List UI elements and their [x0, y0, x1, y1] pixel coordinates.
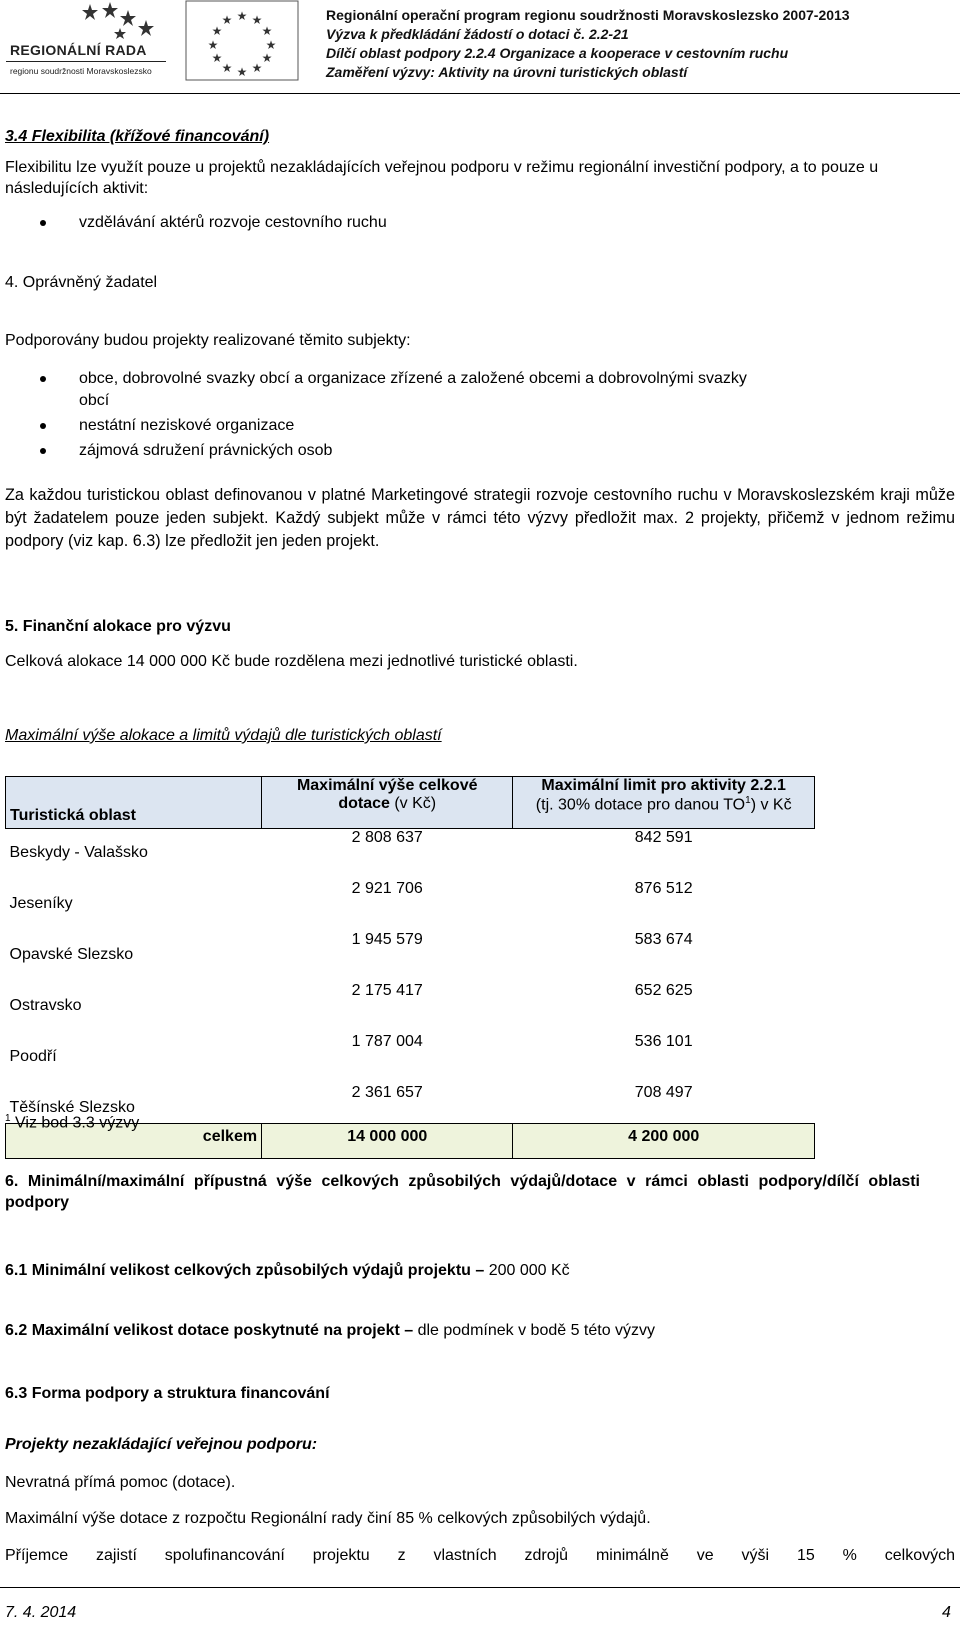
section-6-3-heading: 6.3 Forma podpory a struktura financování: [5, 1385, 330, 1402]
eu-stars-icon: [185, 0, 300, 82]
table-footnote: $^1$ Viz bod 3.3 výzvy: [5, 1113, 140, 1132]
header-line-4: Zaměření výzvy: Aktivity na úrovni turistických oblastí: [326, 64, 688, 80]
table-caption: Maximální výše alokace a limitů výdajů dle turistických oblastí: [5, 727, 442, 744]
table-header-row: [6, 777, 815, 829]
section-5-paragraph: Celková alokace 14 000 000 Kč bude rozdělena mezi jednotlivé turistické oblasti.: [5, 653, 578, 670]
logo-stars-icon: [0, 0, 170, 40]
svg-text:★: ★: [261, 51, 273, 65]
svg-text:★: ★: [207, 38, 219, 52]
table-row: Opavské Slezsko 1 945 579 583 674: [9, 931, 693, 963]
table-total-row: celkem 14 000 000 4 200 000: [6, 1124, 815, 1159]
page-header: [0, 0, 960, 92]
page-number: 4: [942, 1604, 951, 1621]
table-row: Poodří 1 787 004 536 101: [9, 1033, 693, 1065]
paragraph-cofinancing: Příjemce zajistí spolufinancování projektu z vlastních zdrojů minimálně ve výši 15 % celkových: [5, 1547, 955, 1564]
regional-council-logo: [0, 0, 170, 82]
logo-rule: [6, 61, 166, 62]
bullet-icon: [40, 220, 46, 226]
table-row: Beskydy - Valašsko 2 808 637 842 591: [9, 829, 693, 861]
footer-date: 7. 4. 2014: [5, 1604, 77, 1621]
svg-text:★: ★: [236, 65, 248, 79]
paragraph-max-grant: Maximální výše dotace z rozpočtu Regionální rady činí 85 % celkových způsobilých výdajů.: [5, 1510, 651, 1527]
bullet-icon: [40, 423, 46, 429]
bullet-icon: [40, 448, 46, 454]
column-header-region: Turistická oblast: [6, 777, 262, 829]
table-row: Ostravsko 2 175 417 652 625: [9, 982, 693, 1014]
svg-text:★: ★: [211, 51, 223, 65]
allocation-table: [5, 776, 815, 1159]
svg-text:★: ★: [265, 38, 277, 52]
header-line-2: Výzva k předkládání žádostí o dotaci č. 2.2-21: [326, 26, 629, 42]
logo-subtitle: regionu soudržnosti Moravskoslezsko: [10, 66, 152, 76]
paragraph-grant: Nevratná přímá pomoc (dotace).: [5, 1474, 236, 1491]
svg-text:★: ★: [261, 24, 273, 38]
section-6-1: 6.1 Minimální velikost celkových způsobilých výdajů projektu – 200 000 Kč: [5, 1262, 570, 1279]
section-3-4-heading: 3.4 Flexibilita (křížové financování): [5, 128, 270, 145]
eu-flag-logo: [185, 0, 300, 82]
svg-text:★: ★: [251, 61, 263, 75]
svg-text:★: ★: [221, 13, 233, 27]
section-6-2: 6.2 Maximální velikost dotace poskytnuté na projekt – dle podmínek v bodě 5 této výzvy: [5, 1322, 656, 1339]
footer-divider: [0, 1587, 960, 1588]
column-header-limit: Maximální limit pro aktivity 2.2.1 (tj. 30% dotace pro danou $TO^1$) v Kč: [513, 777, 815, 829]
logo-title: REGIONÁLNÍ RADA: [10, 42, 147, 58]
svg-text:★: ★: [251, 13, 263, 27]
section-4-heading: 4. Oprávněný žadatel: [5, 274, 158, 291]
table-row: Jeseníky 2 921 706 876 512: [9, 880, 693, 912]
svg-text:★: ★: [211, 24, 223, 38]
section-5-heading: 5. Finanční alokace pro výzvu: [5, 618, 231, 635]
table-row: Těšínské Slezsko 2 361 657 708 497: [9, 1084, 693, 1116]
svg-text:★: ★: [236, 9, 248, 23]
svg-text:★: ★: [221, 61, 233, 75]
subheading-no-state-aid: Projekty nezakládající veřejnou podporu:: [5, 1436, 318, 1453]
section-6-heading: 6. Minimální/maximální přípustná výše celkových způsobilých výdajů/dotace v rámci oblasti podpory/dílčí oblasti podpory: [5, 1173, 920, 1211]
header-text: [326, 6, 850, 82]
header-line-3: Dílčí oblast podpory 2.2.4 Organizace a kooperace v cestovním ruchu: [326, 45, 789, 61]
section-3-4-paragraph: Flexibilitu lze využít pouze u projektů nezakládajících veřejnou podporu v režimu regionální investiční podpory, a to pouze u následujících aktivit:: [5, 159, 879, 197]
header-divider: [0, 93, 960, 94]
section-4-intro: Podporovány budou projekty realizované těmito subjekty:: [5, 332, 411, 349]
bullet-icon: [40, 376, 46, 382]
section-4-paragraph: Za každou turistickou oblast definovanou v platné Marketingové strategii rozvoje cestovního ruchu v Moravskoslezském kraji může být žadatelem pouze jeden subjekt. Každý subjekt může v rámci této výzvy předložit max. 2 projekty, přičemž v jednom režimu podpory (viz kap. 6.3) lze předložit jen jeden projekt.: [5, 486, 955, 550]
column-header-max-total: Maximální výše celkové dotace (v Kč): [262, 777, 513, 829]
header-line-1: Regionální operační program regionu soudržnosti Moravskoslezsko 2007-2013: [326, 7, 850, 23]
